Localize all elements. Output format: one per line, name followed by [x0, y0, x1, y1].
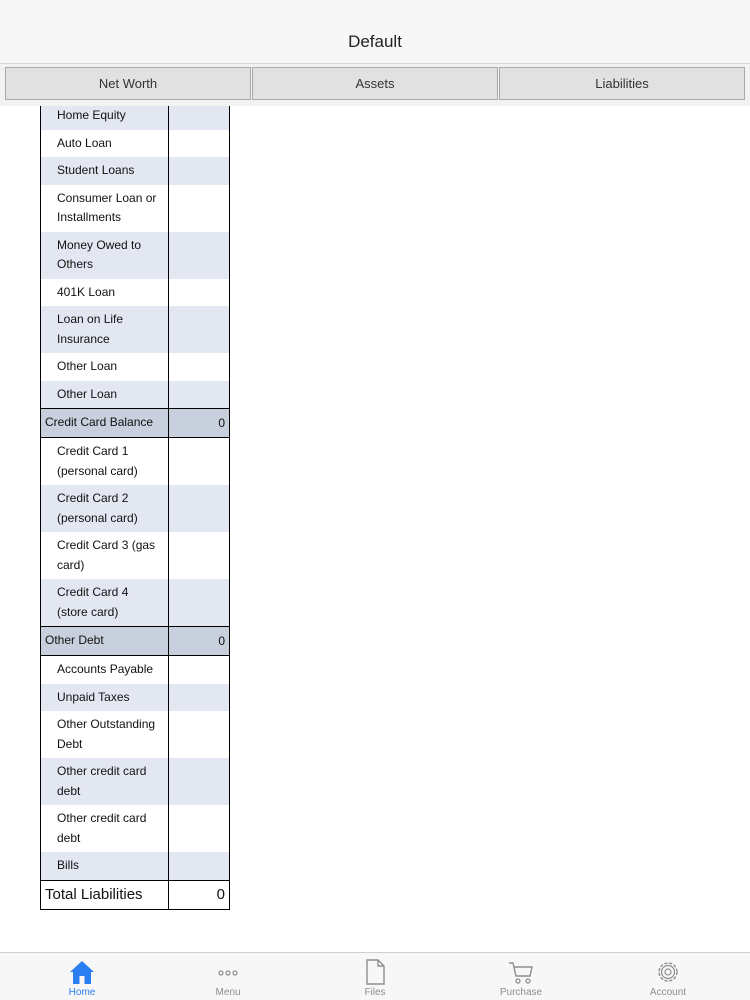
gear-icon — [654, 958, 682, 986]
page-title: Default — [348, 32, 402, 51]
category-total: 0 — [169, 409, 230, 438]
segment-net-worth[interactable]: Net Worth — [5, 67, 251, 100]
table-row — [41, 684, 230, 712]
table-row — [41, 306, 230, 353]
row-value-field[interactable] — [169, 656, 230, 684]
table-row — [41, 130, 230, 158]
row-value-field[interactable] — [169, 232, 230, 279]
row-value-field[interactable] — [169, 852, 230, 880]
tab-label: Purchase — [499, 987, 543, 998]
row-value-field[interactable] — [169, 130, 230, 158]
row-value-field[interactable] — [169, 185, 230, 232]
row-value-field[interactable] — [169, 485, 230, 532]
tab-label: Files — [364, 987, 386, 998]
table-row — [41, 805, 230, 852]
row-label: Credit Card 1 (personal card) — [41, 438, 169, 486]
row-label: Accounts Payable — [41, 656, 169, 684]
table-row — [41, 758, 230, 805]
row-value-field[interactable] — [169, 805, 230, 852]
row-label: Student Loans — [41, 157, 169, 185]
row-label: Unpaid Taxes — [41, 684, 169, 712]
row-label: 401K Loan — [41, 279, 169, 307]
row-value-field[interactable] — [169, 306, 230, 353]
category-row-credit-card-balance — [41, 409, 230, 438]
total-row — [41, 880, 230, 909]
table-row — [41, 485, 230, 532]
navigation-bar — [0, 0, 750, 64]
table-row — [41, 579, 230, 627]
row-value-field[interactable] — [169, 684, 230, 712]
row-label: Credit Card 4 (store card) — [41, 579, 169, 627]
row-value-field[interactable] — [169, 106, 230, 130]
table-row — [41, 711, 230, 758]
row-value-field[interactable] — [169, 157, 230, 185]
tab-menu[interactable] — [153, 953, 303, 1000]
tab-bar — [0, 952, 750, 1000]
segment-liabilities[interactable]: Liabilities — [499, 67, 745, 100]
row-value-field[interactable] — [169, 711, 230, 758]
table-row — [41, 185, 230, 232]
category-total: 0 — [169, 627, 230, 656]
segmented-control — [0, 64, 750, 106]
category-label: Other Debt — [41, 627, 169, 656]
tab-files[interactable] — [300, 953, 450, 1000]
row-label: Credit Card 3 (gas card) — [41, 532, 169, 579]
category-label: Credit Card Balance — [41, 409, 169, 438]
row-value-field[interactable] — [169, 438, 230, 486]
tab-home[interactable] — [7, 953, 157, 1000]
row-value-field[interactable] — [169, 532, 230, 579]
row-value-field[interactable] — [169, 381, 230, 409]
row-label: Bills — [41, 852, 169, 880]
table-row — [41, 852, 230, 880]
tab-label: Menu — [215, 987, 241, 998]
table-row — [41, 279, 230, 307]
table-row — [41, 106, 230, 130]
row-label: Other credit card debt — [41, 805, 169, 852]
row-label: Other credit card debt — [41, 758, 169, 805]
row-label: Other Loan — [41, 353, 169, 381]
row-value-field[interactable] — [169, 353, 230, 381]
category-row-other-debt — [41, 627, 230, 656]
tab-label: Home — [68, 987, 96, 998]
table-row — [41, 353, 230, 381]
tab-label: Account — [649, 987, 687, 998]
table-row — [41, 532, 230, 579]
liabilities-scroll-area[interactable] — [0, 106, 750, 952]
row-label: Auto Loan — [41, 130, 169, 158]
row-value-field[interactable] — [169, 279, 230, 307]
tab-account[interactable] — [593, 953, 743, 1000]
row-label: Money Owed to Others — [41, 232, 169, 279]
table-row — [41, 438, 230, 486]
more-icon — [214, 958, 242, 986]
cart-icon — [507, 958, 535, 986]
row-value-field[interactable] — [169, 758, 230, 805]
liabilities-table — [40, 106, 230, 910]
total-value: 0 — [169, 880, 230, 909]
row-label: Loan on Life Insurance — [41, 306, 169, 353]
row-label: Other Outstanding Debt — [41, 711, 169, 758]
row-value-field[interactable] — [169, 579, 230, 627]
table-row — [41, 157, 230, 185]
tab-purchase[interactable] — [446, 953, 596, 1000]
row-label: Credit Card 2 (personal card) — [41, 485, 169, 532]
table-row — [41, 381, 230, 409]
home-icon — [68, 958, 96, 986]
table-row — [41, 656, 230, 684]
row-label: Consumer Loan or Installments — [41, 185, 169, 232]
table-row — [41, 232, 230, 279]
file-icon — [361, 958, 389, 986]
total-label: Total Liabilities — [41, 880, 169, 909]
segment-assets[interactable]: Assets — [252, 67, 498, 100]
row-label: Home Equity — [41, 106, 169, 130]
row-label: Other Loan — [41, 381, 169, 409]
